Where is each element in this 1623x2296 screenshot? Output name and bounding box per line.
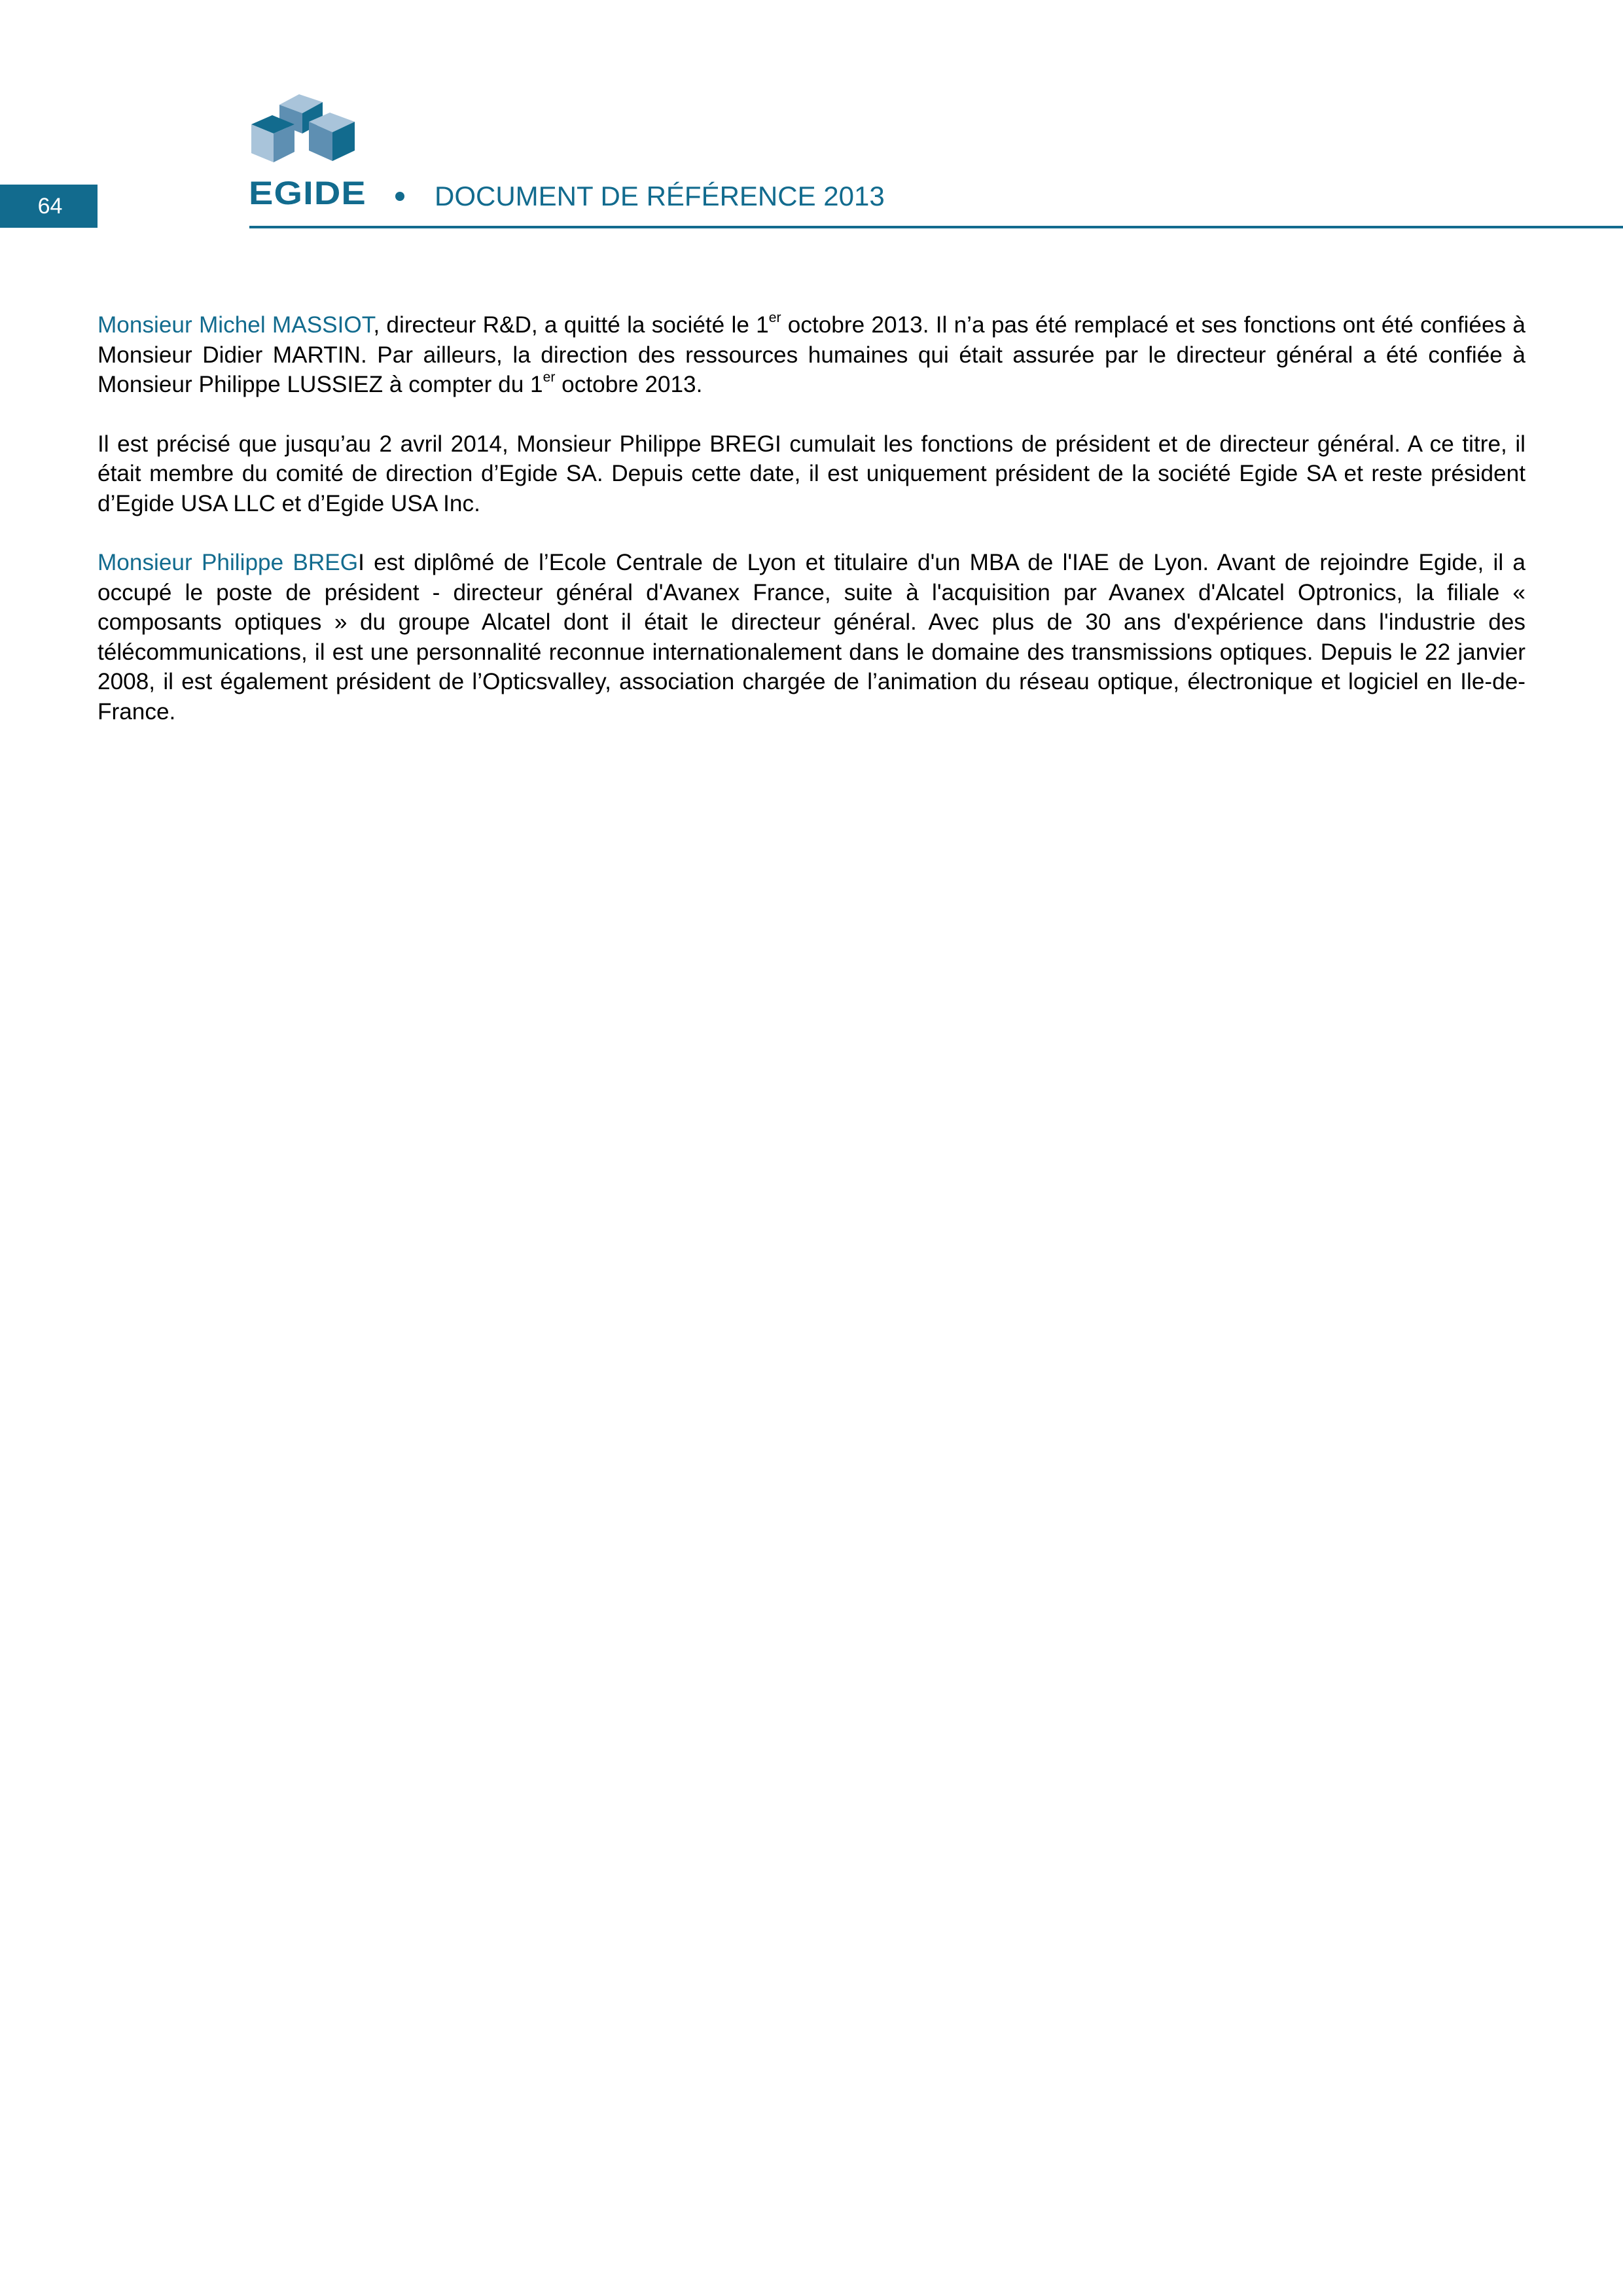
superscript-er: er — [768, 310, 781, 326]
paragraph-bregi-bio — [98, 548, 1525, 726]
person-name-bregi: Monsieur Philippe BREG — [98, 550, 359, 575]
paragraph-text: octobre 2013. Il n’a pas été remplacé et ses fonctions ont été confiées à Monsieur Didier MARTIN. Par ailleurs, la direction des ressources humaines qui était assurée par le directeur général a été confiée à Monsieur Philippe LUSSIEZ à compter du 1 — [98, 312, 1525, 397]
document-body — [98, 310, 1525, 756]
page-number: 64 — [0, 185, 98, 228]
paragraph-text: I est diplômé de l’Ecole Centrale de Lyon et titulaire d'un MBA de l'IAE de Lyon. Avant de rejoindre Egide, il a occupé le poste de président - directeur général d'Avanex France, suite à l'acquisition par Avanex d'Alcatel Optronics, la filiale « composants optiques » du groupe Alcatel dont il était le directeur général. Avec plus de 30 ans d'expérience dans l'industrie des télécommunications, il est une personnalité reconnue internationalement dans le domaine des transmissions optiques. Depuis le 22 janvier 2008, il est également président de l’Opticsvalley, association chargée de l’animation du réseau optique, électronique et logiciel en Ile-de-France. — [98, 550, 1525, 725]
paragraph-text: , directeur R&D, a quitté la société le 1 — [373, 312, 769, 338]
paragraph-bregi-functions: Il est précisé que jusqu’au 2 avril 2014, Monsieur Philippe BREGI cumulait les fonctions de président et de directeur général. A ce titre, il était membre du comité de direction d’Egide SA. Depuis cette date, il est uniquement président de la société Egide SA et reste président d’Egide USA LLC et d’Egide USA Inc. — [98, 431, 1525, 516]
header-divider — [249, 226, 1623, 228]
paragraph-text: octobre 2013. — [555, 372, 703, 397]
superscript-er: er — [543, 370, 556, 386]
page-title: DOCUMENT DE RÉFÉRENCE 2013 — [435, 181, 885, 211]
person-name-massiot: Monsieur Michel MASSIOT — [98, 312, 374, 338]
header-bullet — [395, 192, 404, 201]
logo-wordmark: EGIDE — [249, 175, 366, 211]
paragraph-massiot — [98, 310, 1525, 400]
